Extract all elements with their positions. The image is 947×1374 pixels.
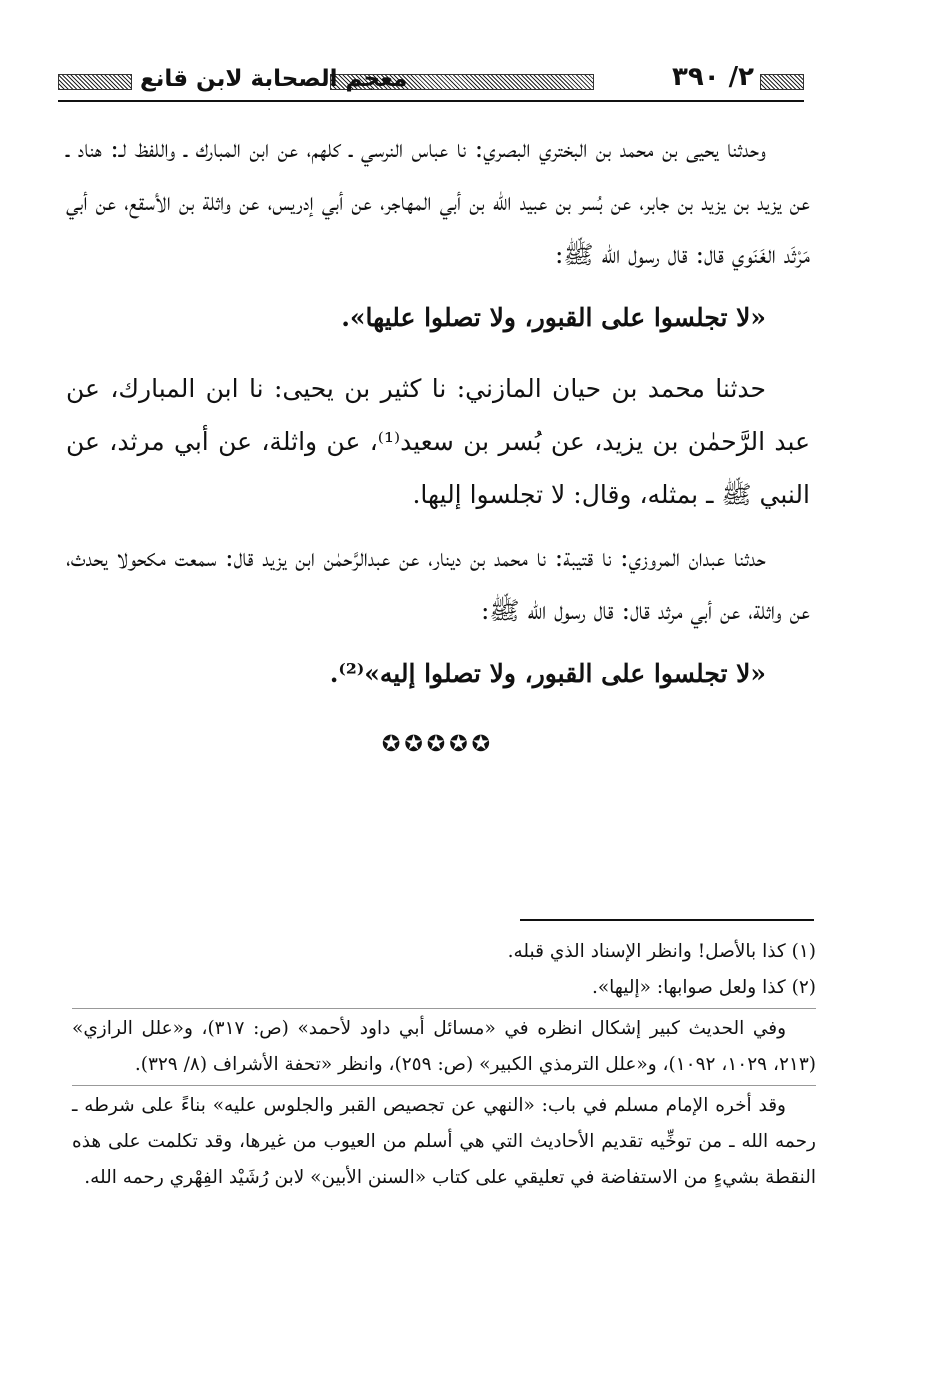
book-title: معجم الصحابة لابن قانع (140, 66, 408, 92)
section-separator: ✪✪✪✪✪ (381, 732, 495, 757)
footnote-1: (١) كذا بالأصل! وانظر الإسناد الذي قبله. (507, 941, 816, 962)
running-header (58, 60, 804, 102)
page-number: ٢/ ٣٩٠ (671, 62, 754, 92)
footnote-divider (72, 1085, 816, 1086)
footnote-note-1: وفي الحديث كبير إشكال انظره في «مسائل أبي داود لأحمد» (ص: ٣١٧)، و«علل الرازي» (٢١٣، ١٠٢٩، ١٠٩٢)، و«علل الترمذي الكبير» (ص: ٢٥٩)، وانظر «تحفة الأشراف (٨/ ٣٢٩). (72, 1018, 816, 1075)
footnote-2: (٢) كذا ولعل صوابها: «إليها». (591, 977, 816, 998)
main-text (66, 122, 810, 771)
hadith-chain-1: وحدثنا يحيى بن محمد بن البختري البصري: نا عباس النرسي ـ كلهم، عن ابن المبارك ـ واللفظ لـ: هناد ـ عن يزيد بن يزيد بن جابر، عن بُسر بن عبيد الله بن أبي المهاجر، عن أبي إدريس، عن واثلة بن الأسقع، عن أبي مَرْثَد الغَنَوي قال: قال رسول الله ﷺ: (66, 134, 810, 269)
hadith-chain-2: حدثنا محمد بن حيان المازني: نا كثير بن يحيى: نا ابن المبارك، عن عبد الرَّحمٰن بن يزيد، عن بُسر بن سعيد⁽¹⁾، عن واثلة، عن أبي مرثد، عن النبي ﷺ ـ بمثله، وقال: لا تجلسوا إليها. (66, 374, 810, 509)
header-ornament-left (58, 74, 132, 90)
footnote-rule (520, 919, 814, 921)
hadith-chain-3: حدثنا عبدان المروزي: نا قتيبة: نا محمد بن دينار، عن عبدالرَّحمٰن ابن يزيد قال: سمعت مكحولا يحدث، عن واثلة، عن أبي مرثد قال: قال رسول الله ﷺ: (66, 543, 810, 625)
footnote-divider (72, 1008, 816, 1009)
footnote-note-2: وقد أخره الإمام مسلم في باب: «النهي عن تجصيص القبر والجلوس عليه» بناءً على شرطه ـ رحمه الله ـ من توخِّيه تقديم الأحاديث التي هي أسلم من العيوب من غيرها، وقد تكلمت على هذه النقطة بشيءٍ من الاستفاضة في تعليقي على كتاب «السنن الأبين» لابن رُشَيْد الفِهْري رحمه الله. (72, 1095, 816, 1188)
header-ornament-right (760, 74, 804, 90)
hadith-text-2: «لا تجلسوا على القبور، ولا تصلوا إليه»⁽²⁾. (329, 659, 766, 688)
header-rule (58, 100, 804, 102)
hadith-text-1: «لا تجلسوا على القبور، ولا تصلوا عليها». (341, 303, 766, 332)
footnotes (72, 934, 816, 1196)
